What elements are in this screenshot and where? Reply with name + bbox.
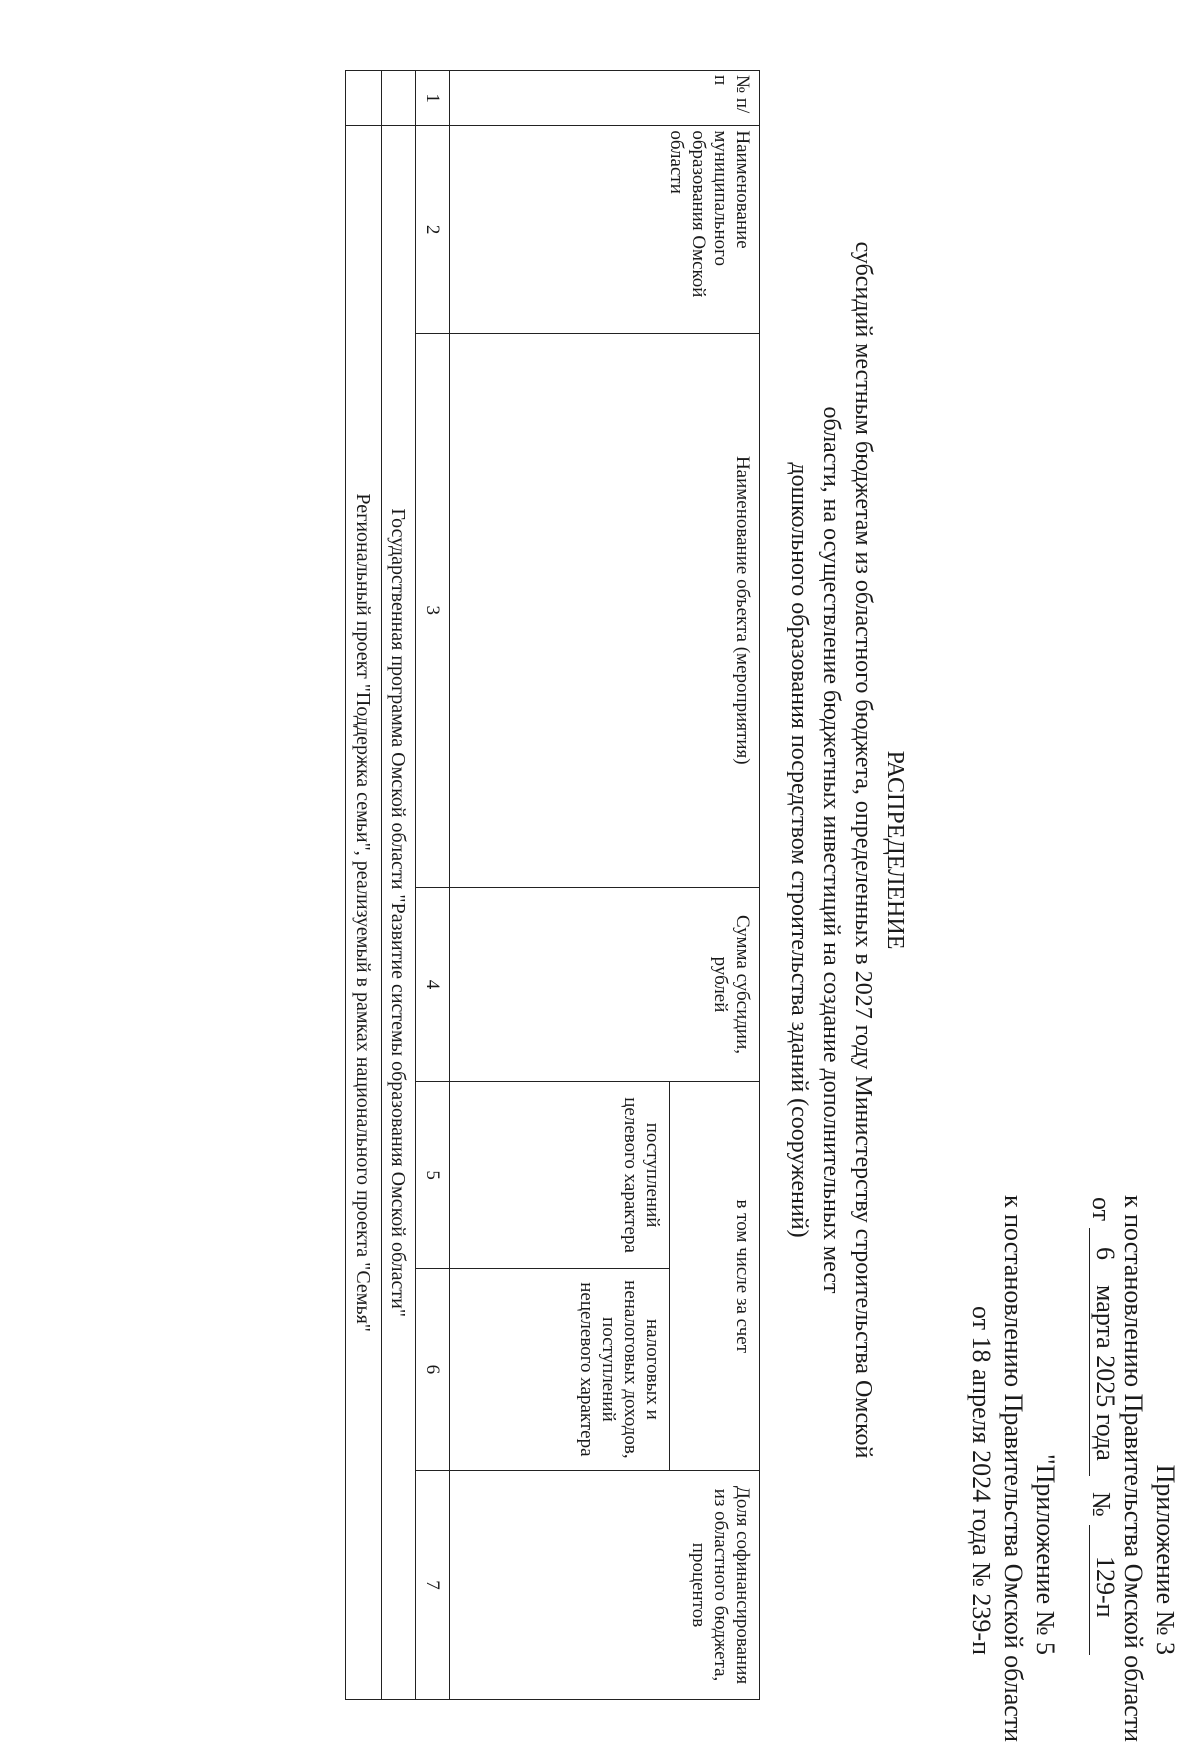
- project-row: [346, 71, 382, 1700]
- header-row-1: [670, 71, 760, 1700]
- row-number-empty: [346, 71, 382, 126]
- program-name: Государственная программа Омской области "Развитие системы образования Омской области": [382, 126, 416, 1700]
- document-title-line3: дошкольного образования посредством строительства зданий (сооружений): [786, 462, 812, 1238]
- column-number-row: [416, 71, 450, 1700]
- annex-current-subtitle: к постановлению Правительства Омской области: [1119, 1195, 1148, 1742]
- header-number: № п/п: [450, 71, 760, 126]
- document-title-line1: субсидий местным бюджетам из областного бюджета, определенных в 2027 году Министерству строительства Омской: [850, 241, 876, 1459]
- header-object: Наименование объекта (мероприятия): [450, 333, 760, 887]
- header-tax-revenues: налоговых и неналоговых доходов, поступлений нецелевого характера: [450, 1268, 670, 1470]
- annex-previous-date: от 18 апреля 2024 года № 239-п: [967, 1305, 996, 1655]
- annex-current-title: Приложение № 3: [1151, 1464, 1180, 1655]
- distribution-table: [345, 70, 760, 1700]
- column-number: 2: [416, 126, 450, 334]
- column-number: 3: [416, 333, 450, 887]
- column-number: 1: [416, 71, 450, 126]
- header-municipality: Наименование муниципального образования Омской области: [450, 126, 760, 334]
- program-row: [382, 71, 416, 1700]
- column-number: 6: [416, 1268, 450, 1470]
- header-cofinancing-share: Доля софинансирования из областного бюджета, процентов: [450, 1471, 760, 1700]
- annex-date-day: 6: [1091, 1247, 1120, 1260]
- annex-number: 129-п: [1091, 1556, 1120, 1618]
- header-group-including: в том числе за счет: [670, 1082, 760, 1471]
- annex-date-prefix: от: [1087, 1197, 1116, 1222]
- column-number: 7: [416, 1471, 450, 1700]
- annex-date-month-year: марта 2025 года: [1091, 1285, 1120, 1461]
- header-targeted-receipts: поступлений целевого характера: [450, 1082, 670, 1268]
- document-heading: РАСПРЕДЕЛЕНИЕ: [882, 750, 908, 950]
- header-subsidy-sum: Сумма субсидии, рублей: [450, 887, 760, 1082]
- annex-previous-subtitle: к постановлению Правительства Омской области: [999, 1195, 1028, 1742]
- project-name: Региональный проект "Поддержка семьи", реализуемый в рамках национального проекта "Семья": [346, 126, 382, 1700]
- document-title-line2: области, на осуществление бюджетных инвестиций на создание дополнительных мест: [818, 406, 844, 1294]
- annex-previous-title: "Приложение № 5: [1031, 1454, 1060, 1655]
- column-number: 4: [416, 887, 450, 1082]
- column-number: 5: [416, 1082, 450, 1268]
- row-number-empty: [382, 71, 416, 126]
- annex-number-prefix: №: [1087, 1492, 1116, 1517]
